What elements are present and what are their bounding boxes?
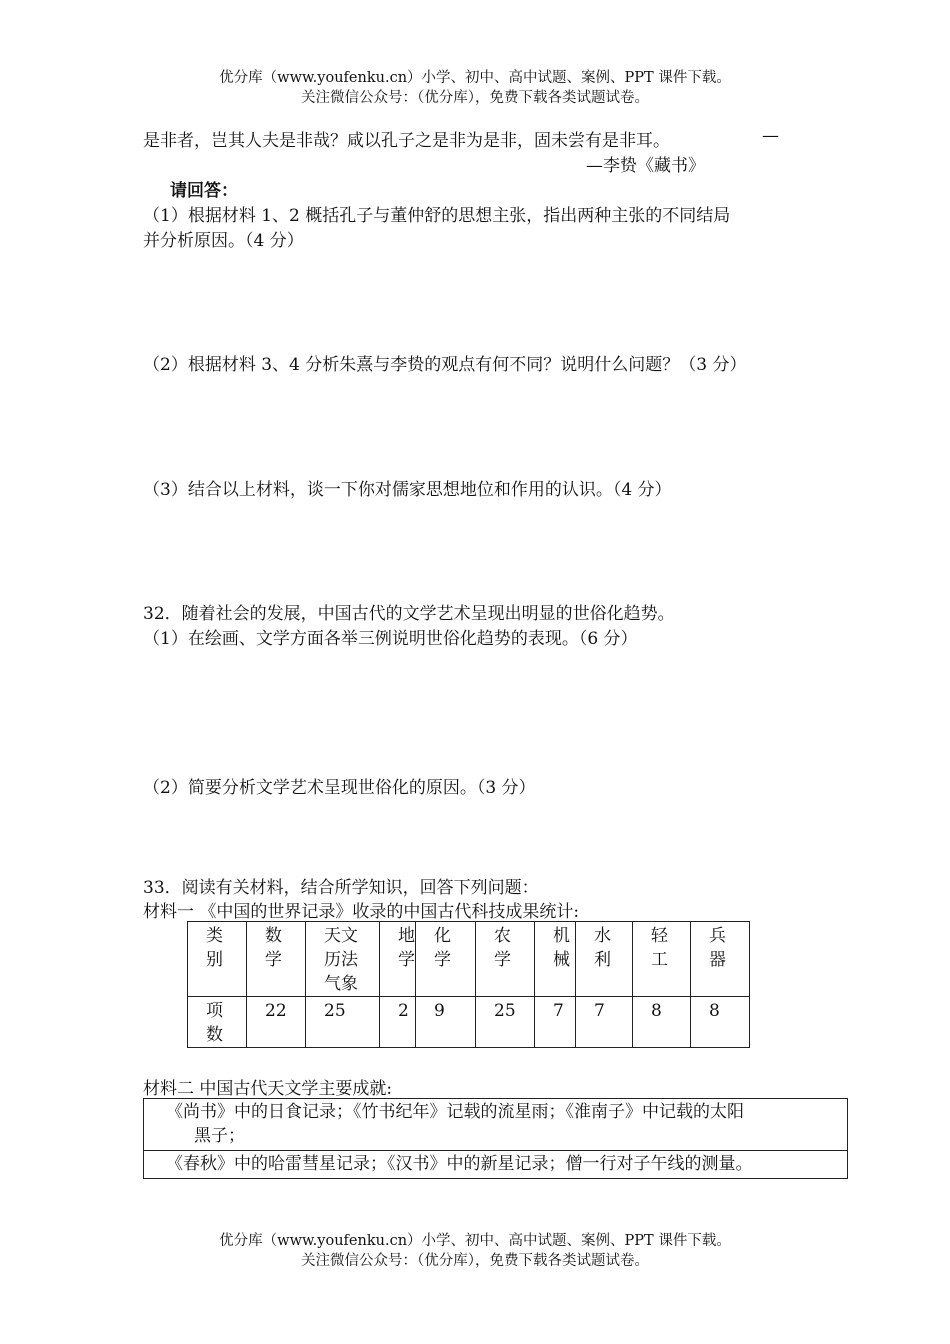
count-cell: 25 — [306, 997, 380, 1048]
quote-text: 是非者，岂其人夫是非哉？咸以孔子之是非为是非，固未尝有是非耳。 — [143, 131, 670, 151]
footer-line-1: 优分库（www.youfenku.cn）小学、初中、高中试题、案例、PPT 课件下载。 — [219, 1233, 731, 1249]
category-cell: 水 利 — [576, 922, 633, 997]
q32-stem: 32．随着社会的发展，中国古代的文学艺术呈现出明显的世俗化趋势。 — [143, 604, 675, 624]
count-cell: 25 — [476, 997, 535, 1048]
table-row — [144, 1099, 848, 1151]
table-row — [144, 1151, 848, 1179]
material2-title: 材料二 中国古代天文学主要成就: — [143, 1079, 393, 1099]
count-cell: 22 — [247, 997, 306, 1048]
q31-part2: （2）根据材料 3、4 分析朱熹与李贽的观点有何不同？说明什么问题？（3 分） — [143, 355, 747, 375]
row-header-count: 项 数 — [188, 997, 247, 1048]
category-cell: 数 学 — [247, 922, 306, 997]
science-achievements-table — [187, 921, 750, 1048]
category-cell: 机 械 — [535, 922, 576, 997]
count-cell: 2 — [380, 997, 416, 1048]
count-cell: 7 — [535, 997, 576, 1048]
count-cell: 9 — [416, 997, 476, 1048]
q33-stem: 33．阅读有关材料，结合所学知识，回答下列问题： — [143, 878, 539, 898]
astronomy-row-2: 《春秋》中的哈雷彗星记录；《汉书》中的新星记录；僧一行对子午线的测量。 — [144, 1151, 848, 1179]
q31-part1-line1: （1）根据材料 1、2 概括孔子与董仲舒的思想主张，指出两种主张的不同结局 — [143, 206, 731, 226]
category-cell: 农 学 — [476, 922, 535, 997]
count-cell: 8 — [691, 997, 750, 1048]
quote-dash: — — [762, 126, 779, 146]
category-cell: 天文 历法 气象 — [306, 922, 380, 997]
table-row-category — [188, 922, 750, 997]
row-header-category: 类 别 — [188, 922, 247, 997]
table-row-count — [188, 997, 750, 1048]
material1-title: 材料一 《中国的世界记录》收录的中国古代科技成果统计: — [143, 902, 580, 922]
astronomy-achievements-table — [143, 1098, 848, 1179]
footer-line-2: 关注微信公众号：（优分库），免费下载各类试题试卷。 — [301, 1253, 649, 1269]
count-cell: 8 — [633, 997, 691, 1048]
q31-part3: （3）结合以上材料，谈一下你对儒家思想地位和作用的认识。（4 分） — [143, 480, 672, 500]
category-cell: 化 学 — [416, 922, 476, 997]
astronomy-row-1: 《尚书》中的日食记录；《竹书纪年》记载的流星雨；《淮南子》中记载的太阳 黑子； — [144, 1099, 848, 1151]
header-line-1: 优分库（www.youfenku.cn）小学、初中、高中试题、案例、PPT 课件下载。 — [219, 70, 731, 86]
category-cell: 轻 工 — [633, 922, 691, 997]
q31-part1-line2: 并分析原因。（4 分） — [143, 231, 304, 251]
q32-part1: （1）在绘画、文学方面各举三例说明世俗化趋势的表现。（6 分） — [143, 629, 638, 649]
answer-prompt: 请回答： — [170, 181, 238, 201]
quote-source: —李贽《藏书》 — [586, 156, 705, 176]
header-line-2: 关注微信公众号：（优分库），免费下载各类试题试卷。 — [301, 90, 649, 106]
category-cell: 兵 器 — [691, 922, 750, 997]
q32-part2: （2）简要分析文学艺术呈现世俗化的原因。（3 分） — [143, 778, 536, 798]
category-cell: 地 学 — [380, 922, 416, 997]
count-cell: 7 — [576, 997, 633, 1048]
